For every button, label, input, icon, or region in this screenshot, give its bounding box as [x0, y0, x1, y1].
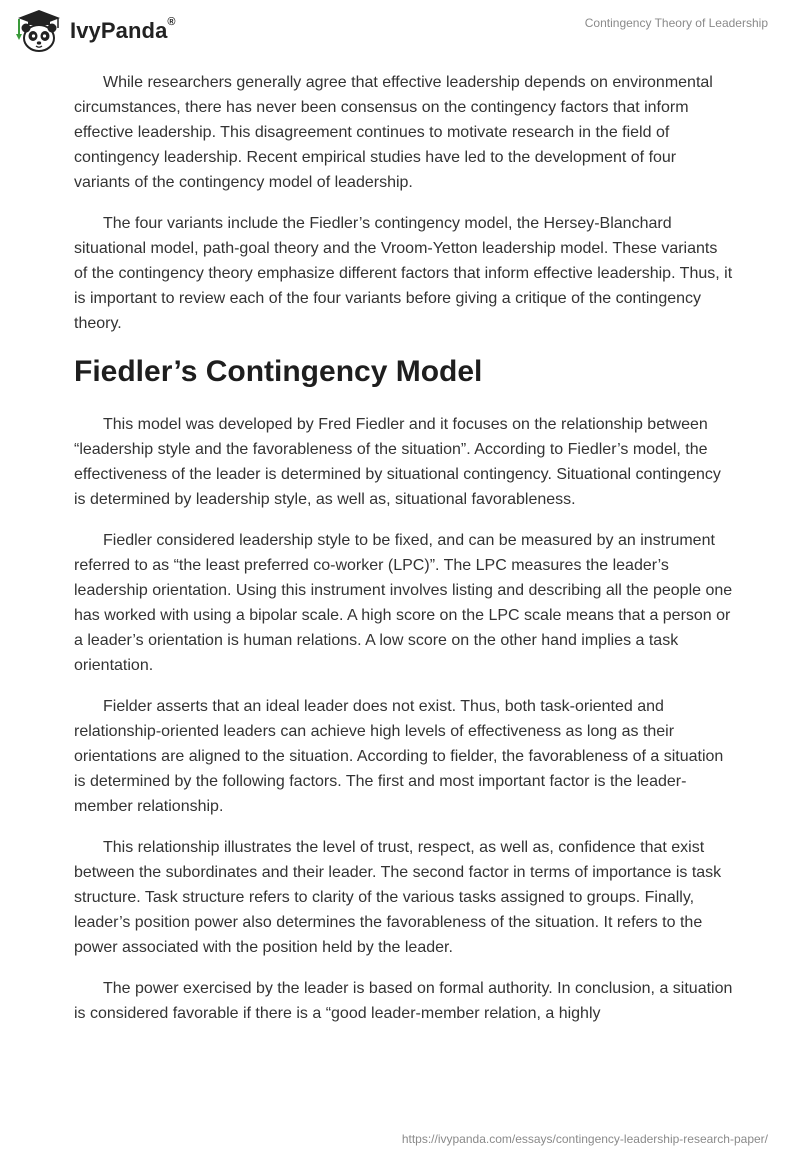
paragraph: Fielder asserts that an ideal leader does not exist. Thus, both task-oriented and relationship-oriented leaders can achieve high levels of effectiveness as long as their orientations are aligned to the situation. According to fielder, the favorableness of a situation is determined by the following factors. The first and most important factor is the leader-member relationship. [74, 698, 724, 815]
paragraph: This model was developed by Fred Fiedler and it focuses on the relationship between “leadership style and the favorableness of the situation”. According to Fiedler’s model, the effectiveness of the leader is determined by situational contingency. Situational contingency is determined by leadership style, as well as, situational favorableness. [74, 416, 721, 508]
paragraph: Fiedler considered leadership style to be fixed, and can be measured by an instrument referred to as “the least preferred co-worker (LPC)”. The LPC measures the leader’s leadership orientation. Using this instrument involves listing and describing all the people one has worked with using a bipolar scale. A high score on the LPC scale means that a person or a leader’s orientation is human relations. A low score on the other hand implies a task orientation. [74, 532, 733, 674]
article-body [74, 70, 734, 1042]
section-heading: Fiedler’s Contingency Model [74, 355, 483, 388]
page-header [0, 0, 800, 62]
logo[interactable] [14, 8, 176, 54]
logo-text: IvyPanda® [70, 16, 176, 43]
paragraph: The four variants include the Fiedler’s contingency model, the Hersey-Blanchard situational model, path-goal theory and the Vroom-Yetton leadership model. These variants of the contingency theory emphasize different factors that inform effective leadership. Thus, it is important to review each of the four variants before giving a critique of the contingency theory. [74, 215, 733, 332]
paragraph: This relationship illustrates the level of trust, respect, as well as, confidence that exist between the subordinates and their leader. The second factor in terms of importance is task structure. Task structure refers to clarity of the various tasks assigned to groups. Finally, leader’s position power also determines the favorableness of the situation. It refers to the power associated with the position held by the leader. [74, 839, 722, 956]
panda-graduate-logo-icon [14, 8, 64, 54]
paragraph: While researchers generally agree that effective leadership depends on environmental circumstances, there has never been consensus on the contingency factors that inform effective leadership. This disagreement continues to motivate research in the field of contingency leadership. Recent empirical studies have led to the development of four variants of the contingency model of leadership. [74, 74, 713, 191]
document-title: Contingency Theory of Leadership [584, 16, 768, 30]
paragraph: The power exercised by the leader is based on formal authority. In conclusion, a situation is considered favorable if there is a “good leader-member relation, a highly [74, 980, 733, 1022]
footer-url[interactable]: https://ivypanda.com/essays/contingency-leadership-research-paper/ [401, 1132, 768, 1146]
